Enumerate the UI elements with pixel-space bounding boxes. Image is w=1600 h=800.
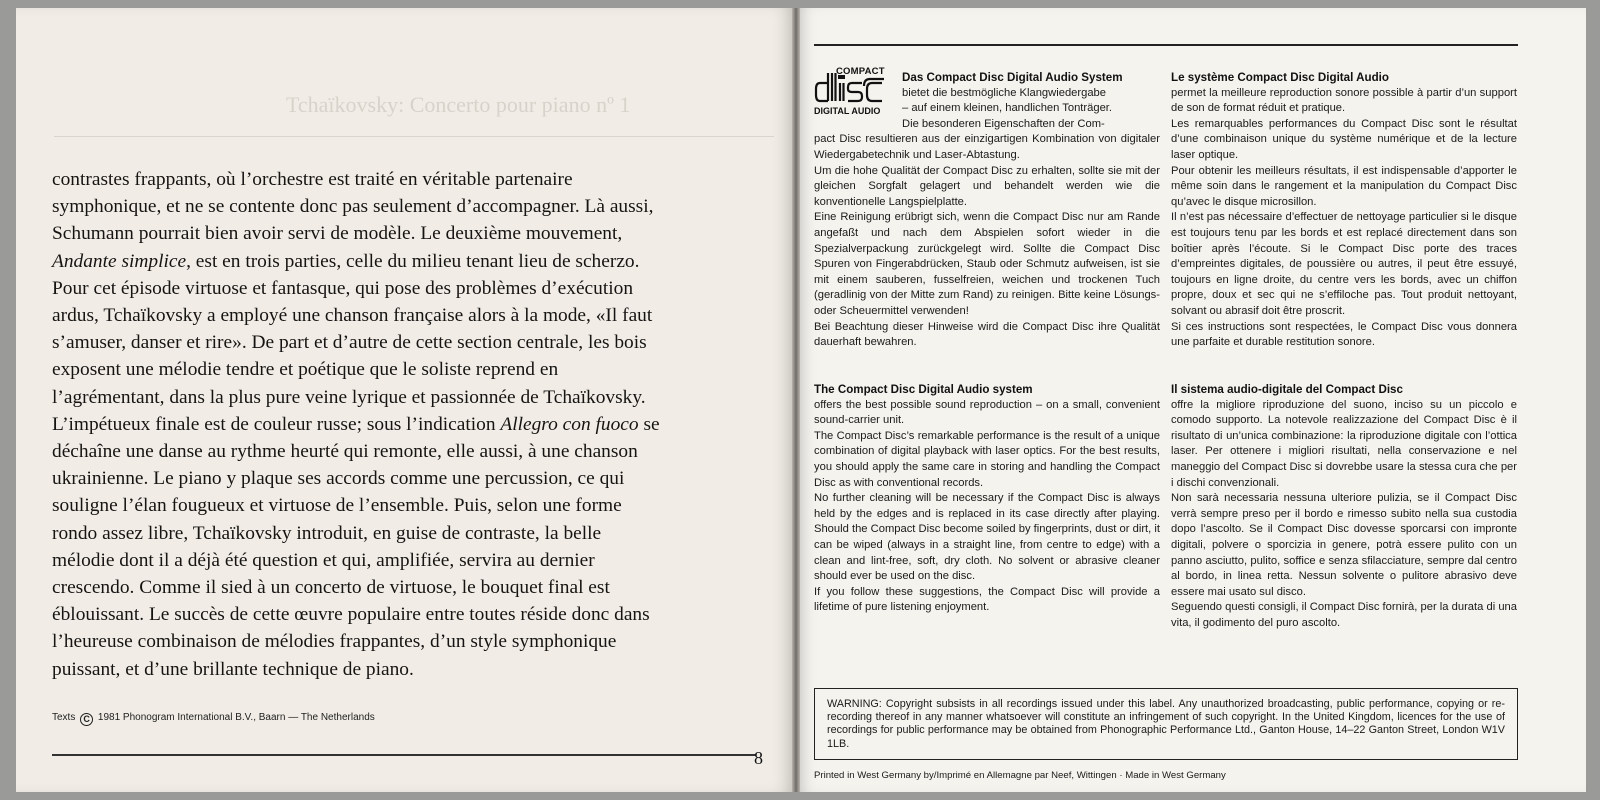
body-line: exposent une mélodie tendre et poétique que le soliste reprend en [52, 359, 559, 381]
french-paragraph: Les remarquables performances du Compact Disc sont le résultat d’une combinaison unique du système numérique et de la lecture laser optique. [1171, 117, 1517, 161]
german-intro-line: bietet die bestmögliche Klangwiedergabe [902, 86, 1106, 99]
body-line-rest: , est en trois parties, celle du milieu tenant lieu de scherzo. [186, 250, 640, 272]
italian-paragraph: Seguendo questi consigli, il Compact Disc fornirà, per la durata di una vita, il godimento del puro ascolto. [1171, 601, 1517, 629]
body-line: contrastes frappants, où l’orchestre est traité en véritable partenaire [52, 169, 573, 190]
body-line-start: L’impétueux finale est de couleur russe; sous l’indication [52, 413, 501, 435]
italian-section [1171, 382, 1517, 632]
body-line: Schumann pourrait bien avoir servi de modèle. Le deuxième mouvement, [52, 223, 623, 245]
german-paragraph: Um die hohe Qualität der Compact Disc zu erhalten, sollte sie mit der gleichen Sorgfalt gelagert und behandelt werden wie die konventionelle Langspielplatte. [814, 164, 1160, 208]
italian-paragraph: Non sarà necessaria nessuna ulteriore pulizia, se il Compact Disc verrà sempre preso per il bordo e rimesso subito nella sua custodia dopo l’ascolto. Se il Compact Disc dovesse sporcarsi con impronte digitali, polvere o sporcizia in genere, potrà essere pulito con un panno asciutto, pulito, soffice e senza sfilacciature, sempre dal centro al bordo, in linea retta. Nessun solvente o pulitore abrasivo deve essere mai usato sul disco. [1171, 492, 1517, 598]
english-heading: The Compact Disc Digital Audio system [814, 383, 1033, 396]
german-paragraph: Eine Reinigung erübrigt sich, wenn die Compact Disc nur am Rande angefaßt und nach dem Abspielen sofort wieder in die Spezialverpackung zurückgelegt wird. Sollte die Compact Disc Spuren von Fingerabdrücken, Staub oder Schmutz aufweisen, ist sie mit einem sauberen, fusselfreien, weichen und trockenen Tuch (geradlinig von der Mitte zum Rand) zu reinigen. Bitte keine Lösungs- oder Scheuermittel verwenden! [814, 211, 1160, 317]
body-line: symphonique, et ne se contente donc pas seulement d’accompagner. Là aussi, [52, 196, 654, 218]
italian-heading: Il sistema audio-digitale del Compact Disc [1171, 383, 1403, 396]
german-heading: Das Compact Disc Digital Audio System [902, 71, 1123, 84]
left-page [16, 8, 792, 792]
printed-in-notice: Printed in West Germany by/Imprimé en Allemagne par Neef, Wittingen · Made in West Germany [814, 770, 1226, 781]
body-line: mélodie dont il a déjà été question et qui, amplifiée, servira au dernier [52, 549, 595, 571]
right-page [800, 8, 1586, 792]
body-line-end: se [638, 413, 660, 435]
body-line: Pour cet épisode virtuose et fantasque, qui pose des problèmes d’exécution [52, 277, 634, 299]
italian-paragraph: offre la migliore riproduzione del suono, inciso su un piccolo e comodo supporto. La notevole realizzazione del Compact Disc è il risultato di un’unica combinazione: la riproduzione digitale con l’ottica laser. Per ottenere i migliori risultati, nella conservazione e nel maneggio del Compact Disc si dovrebbe usare la stessa cura che per i dischi convenzionali. [1171, 398, 1517, 489]
body-line: puissant, et d’une brillante technique de piano. [52, 658, 414, 680]
body-line: souligne l’élan fougueux et virtuose de l’ensemble. Puis, selon une forme [52, 495, 622, 517]
italic-tempo-allegro: Allegro con fuoco [500, 413, 639, 435]
french-paragraph: permet la meilleure reproduction sonore possible à partir d’un support de son de format réduit et pratique. [1171, 86, 1517, 115]
french-paragraph: Si ces instructions sont respectées, le Compact Disc vous donnera une parfaite et durable restitution sonore. [1171, 320, 1517, 349]
german-intro-line: – auf einem kleinen, handlichen Tonträger. [902, 102, 1113, 115]
body-line: rondo assez libre, Tchaïkovsky introduit, en guise de contraste, la belle [52, 522, 602, 544]
english-paragraph: offers the best possible sound reproduction – on a small, convenient sound-carrier unit. [814, 398, 1160, 427]
german-paragraph: pact Disc resultieren aus der einzigartigen Kombination von digitaler Wiedergabetechnik und Laser-Abtastung. [814, 133, 1160, 161]
page-number: 8 [754, 748, 763, 768]
body-line: s’amuser, danser et rire». De part et d’autre de cette section centrale, les bois [52, 332, 647, 354]
french-heading: Le système Compact Disc Digital Audio [1171, 71, 1389, 84]
body-line [52, 411, 782, 438]
body-line [52, 248, 782, 275]
english-paragraph: If you follow these suggestions, the Compact Disc will provide a lifetime of pure listening enjoyment. [814, 585, 1160, 614]
english-paragraph: No further cleaning will be necessary if the Compact Disc is always held by the edges and is replaced in its case directly after playing. Should the Compact Disc become soiled by fingerprints, dust or dirt, it can be wiped (always in a straight line, from centre to edge) with a clean and lint-free, soft, dry cloth. No solvent or abrasive cleaner should ever be used on the disc. [814, 492, 1160, 583]
french-paragraph: Il n’est pas nécessaire d’effectuer de nettoyage particulier si le disque est toujours tenu par les bords et est replacé directement dans son boîtier après l’écoute. Si le Compact Disc porte des traces d’empreintes digitales, de poussière ou autres, il peut être essuyé, toujours en ligne droite, du centre vers les bords, avec un chiffon propre, doux et sec qui ne s’effiloche pas. Tout produit nettoyant, solvant ou abrasif doit être proscrit. [1171, 211, 1517, 317]
top-rule [814, 44, 1518, 46]
french-section [1171, 70, 1517, 351]
english-paragraph: The Compact Disc’s remarkable performance is the result of a unique combination of digital playback with laser optics. For the best results, you should apply the same care in storing and handling the Compact Disc as with conventional records. [814, 429, 1160, 489]
credit-text: 1981 Phonogram International B.V., Baarn — The Netherlands [97, 712, 375, 723]
english-section [814, 382, 1160, 616]
copyright-warning-box: WARNING: Copyright subsists in all recordings issued under this label. Any unauthorized broadcasting, public performance, copying or re-recording thereof in any manner whatsoever will constitute an infringement of such copyright. In the United Kingdom, licences for the use of recordings for public performance may be obtained from Phonographic Performance Ltd., Ganton House, 14–22 Ganton Street, London W1V 1LB. [814, 688, 1518, 760]
credit-prefix: Texts [52, 712, 76, 723]
show-through-rule [54, 136, 774, 137]
logo-compact: COMPACT [836, 66, 885, 77]
bottom-rule [52, 754, 756, 756]
logo-digital-audio: DIGITAL AUDIO [814, 106, 881, 116]
german-section [814, 70, 1160, 351]
body-line: l’agrémentant, dans la plus pure veine lyrique et passionnée de Tchaïkovsky. [52, 386, 646, 408]
french-paragraph: Pour obtenir les meilleurs résultats, il est indispensable d’apporter le même soin dans le rangement et la manipulation du Compact Disc qu’avec le disque microsillon. [1171, 164, 1517, 208]
body-line: éblouissant. Le succès de cette œuvre populaire entre toutes réside donc dans [52, 604, 650, 626]
italic-tempo-andante: Andante simplice [52, 250, 187, 272]
copyright-icon: C [80, 713, 93, 726]
body-line: l’heureuse combinaison de mélodies frappantes, d’un style symphonique [52, 631, 617, 653]
body-line: ardus, Tchaïkovsky a employé une chanson française alors à la mode, «Il faut [52, 305, 653, 327]
body-line: crescendo. Comme il sied à un concerto de virtuose, le bouquet final est [52, 577, 610, 599]
german-intro-line: Die besonderen Eigenschaften der Com- [902, 117, 1105, 130]
show-through-title: Tchaïkovsky: Concerto pour piano nº 1 [286, 92, 631, 117]
book-gutter [792, 8, 800, 792]
german-paragraph: Bei Beachtung dieser Hinweise wird die Compact Disc ihre Qualität dauerhaft bewahren. [814, 320, 1160, 349]
copyright-credit [52, 712, 375, 726]
french-body-text [52, 166, 782, 683]
body-line: déchaîne une danse au rythme heurté qui remonte, elle aussi, à une chanson [52, 441, 638, 463]
body-line: ukrainienne. Le piano y plaque ses accords comme une percussion, ce qui [52, 468, 625, 490]
